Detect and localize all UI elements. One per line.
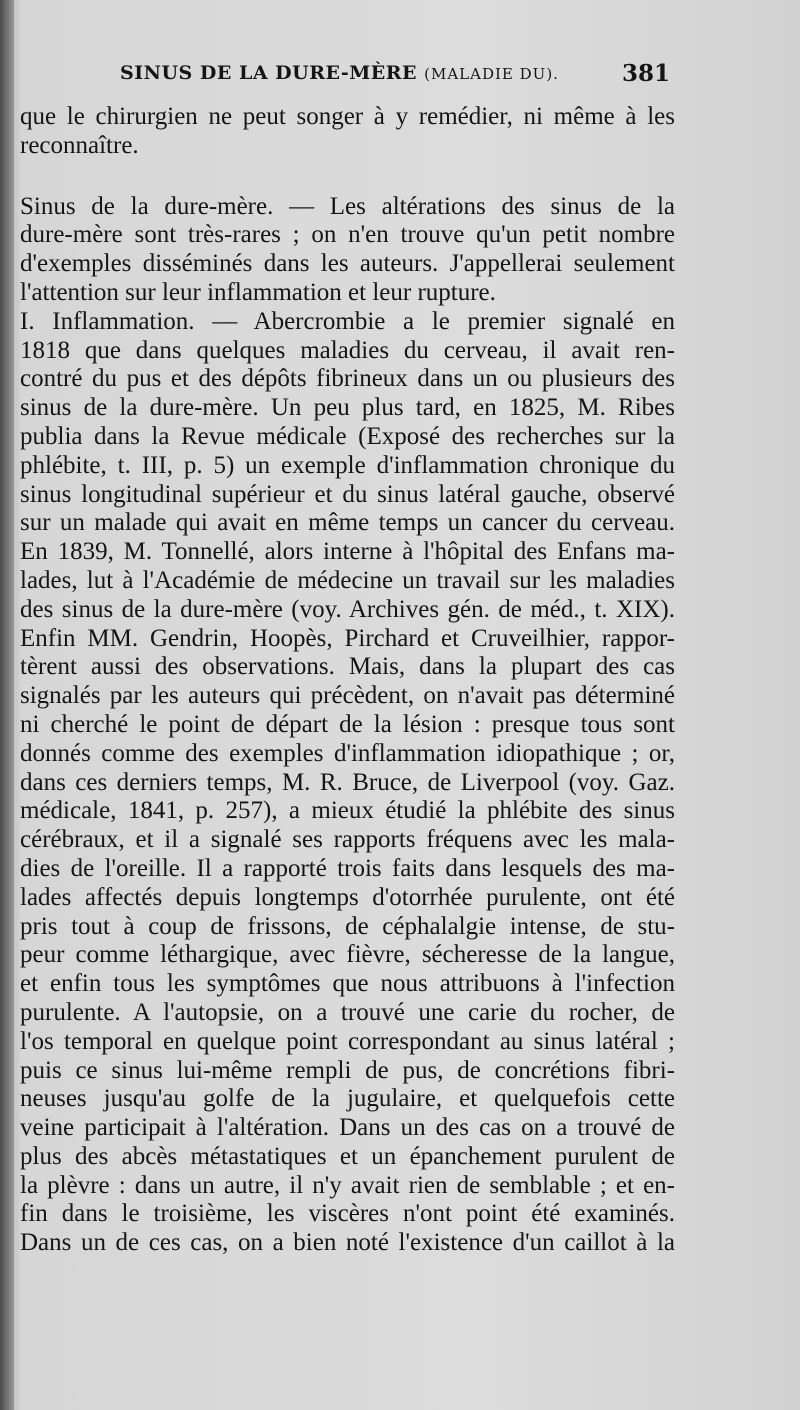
- text-line: neuses jusqu'au golfe de la jugulaire, et quelquefois cette: [20, 1085, 675, 1113]
- text-line: purulente. A l'autopsie, on a trouvé une carie du rocher, de: [20, 998, 675, 1026]
- text-line: la plèvre : dans un autre, il n'y avait rien de semblable ; et en-: [20, 1171, 675, 1199]
- text-line: puis ce sinus lui-même rempli de pus, de concrétions fibri-: [20, 1056, 675, 1084]
- text-line: ni cherché le point de départ de la lésion : presque tous sont: [20, 710, 675, 738]
- text-line: d'exemples disséminés dans les auteurs. J'appellerai seulement: [20, 250, 675, 278]
- text-line: sinus de la dure-mère. Un peu plus tard, en 1825, M. Ribes: [20, 394, 675, 422]
- text-line: pris tout à coup de frissons, de céphalalgie intense, de stu-: [20, 912, 675, 940]
- text-line: médicale, 1841, p. 257), a mieux étudié la phlébite des sinus: [20, 797, 675, 825]
- text-line: Enfin MM. Gendrin, Hoopès, Pirchard et Cruveilhier, rappor-: [20, 624, 675, 652]
- header-subtitle: (MALADIE DU).: [424, 65, 559, 83]
- text-line: plus des abcès métastatiques et un épanchement purulent de: [20, 1142, 675, 1170]
- text-line: donnés comme des exemples d'inflammation idiopathique ; or,: [20, 739, 675, 767]
- text-line: phlébite, t. III, p. 5) un exemple d'inflammation chronique du: [20, 451, 675, 479]
- header-title: SINUS DE LA DURE-MÈRE: [120, 62, 418, 84]
- text-line: sinus longitudinal supérieur et du sinus latéral gauche, observé: [20, 480, 675, 508]
- page-number: 381: [621, 60, 670, 87]
- text-line: contré du pus et des dépôts fibrineux dans un ou plusieurs des: [20, 365, 675, 393]
- text-line: que le chirurgien ne peut songer à y remédier, ni même à les: [20, 103, 675, 130]
- text-line: fin dans le troisième, les viscères n'ont point été examinés.: [20, 1200, 675, 1228]
- text-line: l'os temporal en quelque point correspondant au sinus latéral ;: [20, 1027, 675, 1055]
- text-line: des sinus de la dure-mère (voy. Archives gén. de méd., t. XIX).: [20, 595, 675, 623]
- text-line: tèrent aussi des observations. Mais, dans la plupart des cas: [20, 653, 675, 681]
- text-line: I. Inflammation. — Abercrombie a le premier signalé en: [20, 307, 675, 335]
- text-line: peur comme léthargique, avec fièvre, sécheresse de la langue,: [20, 941, 675, 969]
- page-binding-shadow: [0, 0, 14, 1410]
- text-line: En 1839, M. Tonnellé, alors interne à l'hôpital des Enfans ma-: [20, 538, 675, 566]
- text-line: reconnaître.: [20, 131, 139, 159]
- text-line: sur un malade qui avait en même temps un cancer du cerveau.: [20, 509, 675, 537]
- text-line: dies de l'oreille. Il a rapporté trois faits dans lesquels des ma-: [20, 854, 675, 882]
- text-line: lades, lut à l'Académie de médecine un travail sur les maladies: [20, 566, 675, 594]
- text-line: Sinus de la dure-mère. — Les altérations des sinus de la: [20, 192, 675, 220]
- text-line: publia dans la Revue médicale (Exposé des recherches sur la: [20, 422, 675, 450]
- text-line: signalés par les auteurs qui précèdent, on n'avait pas déterminé: [20, 682, 675, 710]
- body-text: [20, 103, 675, 1258]
- text-line: veine participait à l'altération. Dans un des cas on a trouvé de: [20, 1114, 675, 1142]
- text-line: 1818 que dans quelques maladies du cerveau, il avait ren-: [20, 336, 675, 364]
- running-header: [120, 62, 670, 84]
- text-line: et enfin tous les symptômes que nous attribuons à l'infection: [20, 970, 675, 998]
- text-line: l'attention sur leur inflammation et leur rupture.: [20, 278, 496, 306]
- text-line: lades affectés depuis longtemps d'otorrhée purulente, ont été: [20, 883, 675, 911]
- text-line: dans ces derniers temps, M. R. Bruce, de Liverpool (voy. Gaz.: [20, 768, 675, 796]
- text-line: Dans un de ces cas, on a bien noté l'existence d'un caillot à la: [20, 1229, 675, 1257]
- text-line: cérébraux, et il a signalé ses rapports fréquens avec les mala-: [20, 826, 675, 854]
- text-line: dure-mère sont très-rares ; on n'en trouve qu'un petit nombre: [20, 221, 675, 249]
